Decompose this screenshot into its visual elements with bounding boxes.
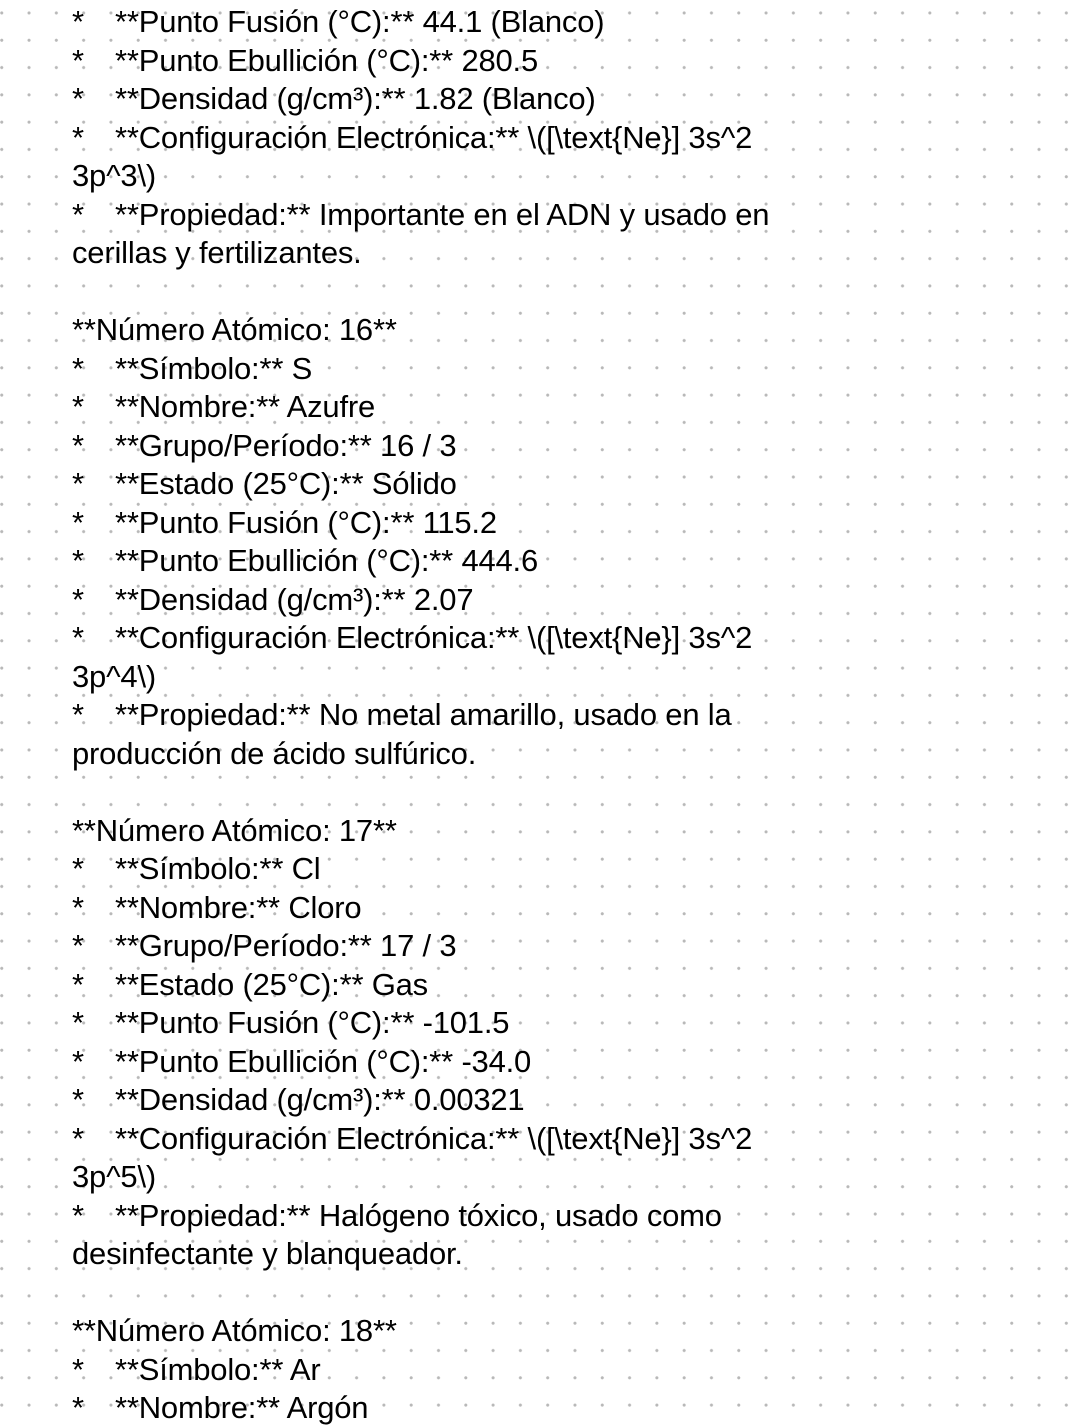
line-text: **Símbolo:** S — [115, 350, 313, 386]
bullet-asterisk: * — [72, 1082, 84, 1117]
bullet-asterisk: * — [72, 119, 84, 155]
bullet-asterisk: * — [72, 427, 84, 463]
bullet-line-boiling-point — [72, 42, 892, 81]
wrapped-continuation: 3p^4\) — [72, 658, 157, 694]
element-16-section — [72, 311, 892, 773]
line-text: **Punto Ebullición (°C):** 280.5 — [115, 42, 539, 78]
wrapped-continuation: 3p^3\) — [72, 158, 157, 193]
bullet-line-boiling-point — [72, 1043, 892, 1082]
bullet-line-electron-config — [72, 119, 892, 158]
line-text: **Estado (25°C):** Sólido — [115, 466, 457, 501]
line-text: **Punto Fusión (°C):** -101.5 — [115, 1005, 510, 1040]
line-text: **Configuración Electrónica:** \([\text{Ne}] 3s^2 — [115, 1120, 753, 1156]
bullet-asterisk: * — [72, 966, 84, 1002]
bullet-line-symbol — [72, 850, 892, 889]
line-text: **Punto Fusión (°C):** 115.2 — [115, 504, 497, 540]
bullet-line-group-period — [72, 927, 892, 966]
bullet-asterisk: * — [72, 81, 84, 116]
line-text: **Densidad (g/cm³):** 1.82 (Blanco) — [115, 81, 596, 116]
line-text: **Grupo/Período:** 16 / 3 — [115, 427, 457, 463]
bullet-asterisk: * — [72, 928, 84, 963]
bullet-asterisk: * — [72, 389, 84, 424]
bullet-asterisk: * — [72, 4, 84, 39]
bullet-line-density — [72, 581, 892, 620]
wrapped-continuation: cerillas y fertilizantes. — [72, 235, 362, 270]
bullet-line-melting-point — [72, 3, 892, 42]
blank-line — [72, 273, 892, 312]
line-text: **Punto Ebullición (°C):** -34.0 — [115, 1043, 532, 1079]
bullet-line-property — [72, 696, 892, 735]
bullet-asterisk: * — [72, 543, 84, 578]
line-text: **Punto Fusión (°C):** 44.1 (Blanco) — [115, 4, 605, 39]
line-text: **Densidad (g/cm³):** 2.07 — [115, 581, 474, 617]
element-17-section — [72, 812, 892, 1274]
line-text: **Nombre:** Argón — [115, 1390, 369, 1425]
bullet-asterisk: * — [72, 697, 84, 732]
bullet-asterisk: * — [72, 196, 84, 232]
line-text: **Propiedad:** No metal amarillo, usado en la — [115, 697, 732, 732]
bullet-line-electron-config — [72, 1120, 892, 1159]
element-heading: **Número Atómico: 17** — [72, 812, 397, 848]
note-document[interactable] — [72, 3, 892, 1428]
bullet-line-state — [72, 465, 892, 504]
bullet-line-symbol — [72, 1351, 892, 1390]
bullet-line-boiling-point — [72, 542, 892, 581]
bullet-asterisk: * — [72, 504, 84, 540]
line-text: **Configuración Electrónica:** \([\text{Ne}] 3s^2 — [115, 620, 753, 655]
bullet-asterisk: * — [72, 42, 84, 78]
wrapped-continuation: producción de ácido sulfúrico. — [72, 735, 477, 771]
line-text: **Nombre:** Azufre — [115, 389, 376, 424]
element-15-tail-section — [72, 3, 892, 273]
bullet-line-symbol — [72, 350, 892, 389]
line-text: **Propiedad:** Importante en el ADN y usado en — [115, 196, 770, 232]
bullet-line-state — [72, 966, 892, 1005]
bullet-asterisk: * — [72, 581, 84, 617]
bullet-line-property — [72, 196, 892, 235]
line-text: **Nombre:** Cloro — [115, 889, 362, 925]
bullet-asterisk: * — [72, 350, 84, 386]
bullet-line-melting-point — [72, 504, 892, 543]
bullet-asterisk: * — [72, 1351, 84, 1387]
line-text: **Estado (25°C):** Gas — [115, 966, 428, 1002]
bullet-asterisk: * — [72, 1043, 84, 1079]
line-text: **Símbolo:** Cl — [115, 851, 321, 886]
bullet-line-name — [72, 388, 892, 427]
element-heading: **Número Atómico: 16** — [72, 312, 397, 347]
bullet-asterisk: * — [72, 1390, 84, 1425]
wrapped-continuation: desinfectante y blanqueador. — [72, 1236, 463, 1271]
bullet-line-name — [72, 1389, 892, 1428]
line-text: **Propiedad:** Halógeno tóxico, usado como — [115, 1197, 722, 1233]
bullet-asterisk: * — [72, 1197, 84, 1233]
bullet-line-electron-config — [72, 619, 892, 658]
bullet-line-melting-point — [72, 1004, 892, 1043]
bullet-asterisk: * — [72, 889, 84, 925]
line-text: **Densidad (g/cm³):** 0.00321 — [115, 1082, 525, 1117]
blank-line — [72, 773, 892, 812]
line-text: **Configuración Electrónica:** \([\text{Ne}] 3s^2 — [115, 119, 753, 155]
bullet-asterisk: * — [72, 1120, 84, 1156]
bullet-line-group-period — [72, 427, 892, 466]
line-text: **Punto Ebullición (°C):** 444.6 — [115, 543, 539, 578]
bullet-line-density — [72, 80, 892, 119]
blank-line — [72, 1274, 892, 1313]
wrapped-continuation: 3p^5\) — [72, 1159, 157, 1194]
bullet-asterisk: * — [72, 620, 84, 655]
bullet-line-property — [72, 1197, 892, 1236]
bullet-asterisk: * — [72, 466, 84, 501]
bullet-line-name — [72, 889, 892, 928]
bullet-asterisk: * — [72, 851, 84, 886]
line-text: **Grupo/Período:** 17 / 3 — [115, 928, 457, 963]
line-text: **Símbolo:** Ar — [115, 1351, 321, 1387]
element-heading: **Número Atómico: 18** — [72, 1313, 397, 1348]
element-18-section — [72, 1312, 892, 1428]
bullet-asterisk: * — [72, 1005, 84, 1040]
bullet-line-density — [72, 1081, 892, 1120]
